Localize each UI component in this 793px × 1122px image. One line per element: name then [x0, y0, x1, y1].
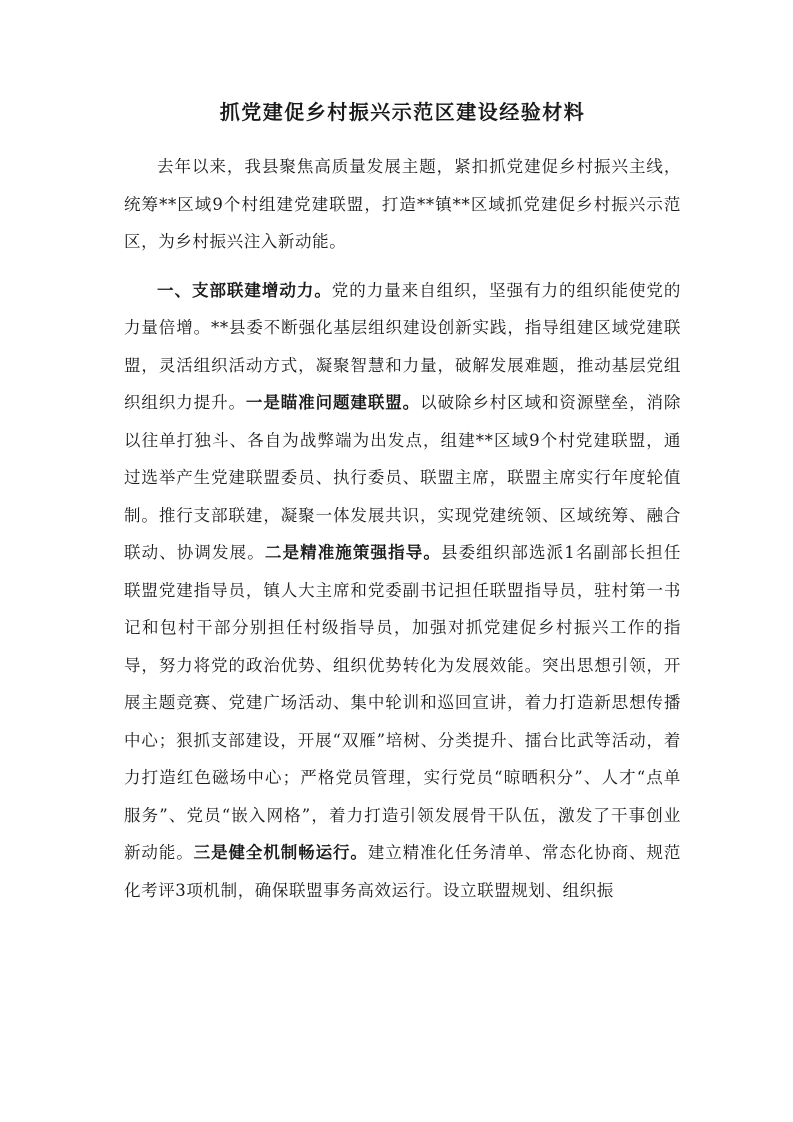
text-run: 建立精准化任务清单、常态化协商、规范化考评3项机制，确保联盟事务高效运行。设立联盟规划、组织振 — [124, 843, 681, 900]
document-title: 抓党建促乡村振兴示范区建设经验材料 — [219, 100, 586, 124]
text-run: 去年以来，我县聚焦高质量发展主题，紧扣抓党建促乡村振兴主线，统筹**区域9个村组建党建联盟，打造**镇**区域抓党建促乡村振兴示范区，为乡村振兴注入新动能。 — [124, 157, 681, 251]
bold-heading-run: 一是瞄准问题建联盟。 — [245, 393, 421, 412]
text-run: 党的力量来自组织，坚强有力的组织能使党的力量倍增。**县委不断强化基层组织建设创新实践，指导组建区域党建联盟，灵活组织活动方式，凝聚智慧和力量，破解发展难题，推动基层党组织组织力提升。 — [124, 280, 682, 412]
document-body — [124, 148, 681, 909]
bold-heading-run: 一、支部联建增动力。 — [157, 280, 332, 300]
body-paragraph — [124, 148, 681, 261]
bold-heading-run: 二是精准施策强指导。 — [264, 543, 441, 562]
body-paragraph — [124, 272, 681, 910]
text-run: 以破除乡村区域和资源壁垒，消除以往单打独斗、各自为战弊端为出发点，组建**区域9个村党建联盟，通过选举产生党建联盟委员、执行委员、联盟主席，联盟主席实行年度轮值制。推行支部联建，凝聚一体发展共识，实现党建统领、区域统筹、融合联动、协调发展。 — [124, 393, 682, 562]
bold-heading-run: 三是健全机制畅运行。 — [193, 843, 368, 862]
text-run: 县委组织部选派1名副部长担任联盟党建指导员，镇人大主席和党委副书记担任联盟指导员，驻村第一书记和包村干部分别担任村级指导员，加强对抓党建促乡村振兴工作的指导，努力将党的政治优势、组织优势转化为发展效能。突出思想引领，开展主题竞赛、党建广场活动、集中轮训和巡回宣讲，着力打造新思想传播中心；狠抓支部建设，开展“双雁”培树、分类提升、擂台比武等活动，着力打造红色磁场中心；严格党员管理，实行党员“晾晒积分”、人才“点单服务”、党员“嵌入网格”，着力打造引领发展骨干队伍，激发了干事创业新动能。 — [124, 543, 681, 862]
